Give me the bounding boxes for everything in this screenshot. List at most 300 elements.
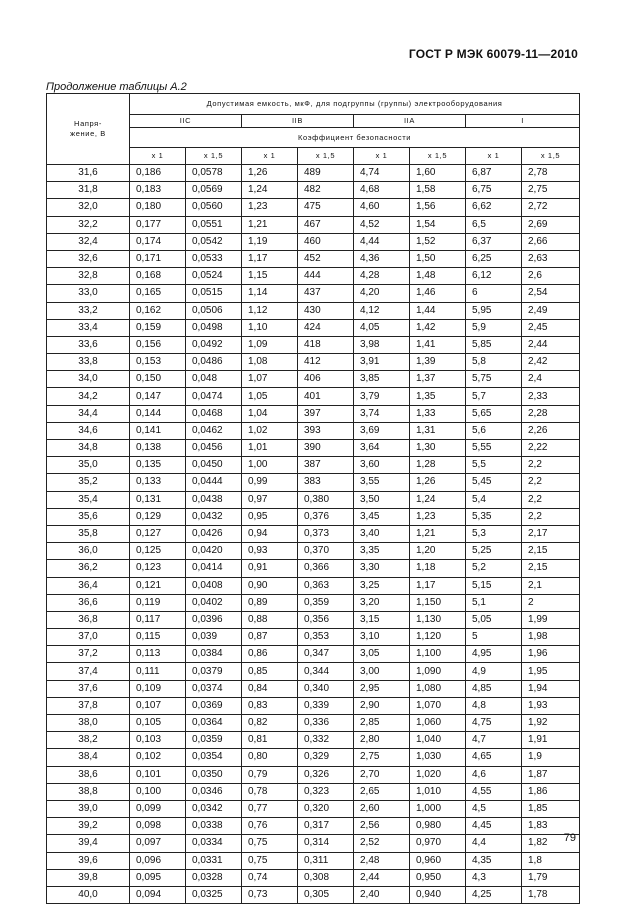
capacity-cell: 1,46 xyxy=(410,285,466,302)
capacity-cell: 4,4 xyxy=(466,835,522,852)
capacity-cell: 1,090 xyxy=(410,663,466,680)
capacity-cell: 0,83 xyxy=(242,697,298,714)
capacity-cell: 2,6 xyxy=(522,268,580,285)
table-row xyxy=(47,697,580,714)
capacity-cell: 0,73 xyxy=(242,886,298,903)
capacity-cell: 1,86 xyxy=(522,783,580,800)
capacity-cell: 0,0524 xyxy=(186,268,242,285)
capacity-cell: 0,0515 xyxy=(186,285,242,302)
capacity-cell: 4,7 xyxy=(466,732,522,749)
table-row xyxy=(47,611,580,628)
capacity-cell: 1,02 xyxy=(242,422,298,439)
capacity-cell: 0,0542 xyxy=(186,233,242,250)
voltage-cell: 38,0 xyxy=(47,715,130,732)
capacity-cell: 0,84 xyxy=(242,680,298,697)
factor-header: х 1,5 xyxy=(186,148,242,165)
capacity-cell: 0,131 xyxy=(130,491,186,508)
voltage-cell: 35,4 xyxy=(47,491,130,508)
table-row xyxy=(47,182,580,199)
capacity-cell: 1,020 xyxy=(410,766,466,783)
capacity-cell: 1,54 xyxy=(410,216,466,233)
capacity-cell: 4,6 xyxy=(466,766,522,783)
capacity-cell: 0,127 xyxy=(130,525,186,542)
capacity-cell: 4,36 xyxy=(354,250,410,267)
capacity-cell: 0,138 xyxy=(130,440,186,457)
capacity-cell: 0,129 xyxy=(130,508,186,525)
capacity-cell: 0,0560 xyxy=(186,199,242,216)
table-row xyxy=(47,715,580,732)
capacity-cell: 1,60 xyxy=(410,165,466,182)
capacity-cell: 401 xyxy=(298,388,354,405)
capacity-cell: 0,141 xyxy=(130,422,186,439)
capacity-cell: 2,85 xyxy=(354,715,410,732)
voltage-cell: 35,2 xyxy=(47,474,130,491)
capacity-cell: 0,133 xyxy=(130,474,186,491)
capacity-cell: 0,308 xyxy=(298,869,354,886)
capacity-cell: 3,60 xyxy=(354,457,410,474)
capacity-cell: 0,144 xyxy=(130,405,186,422)
factor-header: х 1 xyxy=(466,148,522,165)
capacity-cell: 0,183 xyxy=(130,182,186,199)
capacity-cell: 0,0456 xyxy=(186,440,242,457)
capacity-cell: 0,94 xyxy=(242,525,298,542)
capacity-cell: 1,56 xyxy=(410,199,466,216)
capacity-cell: 2 xyxy=(522,594,580,611)
capacity-cell: 5,35 xyxy=(466,508,522,525)
capacity-cell: 5,1 xyxy=(466,594,522,611)
capacity-cell: 1,23 xyxy=(242,199,298,216)
table-row xyxy=(47,440,580,457)
capacity-cell: 2,63 xyxy=(522,250,580,267)
capacity-cell: 1,58 xyxy=(410,182,466,199)
capacity-cell: 6,12 xyxy=(466,268,522,285)
capacity-cell: 1,15 xyxy=(242,268,298,285)
capacity-cell: 1,48 xyxy=(410,268,466,285)
capacity-cell: 1,12 xyxy=(242,302,298,319)
capacity-cell: 0,0569 xyxy=(186,182,242,199)
capacity-cell: 3,10 xyxy=(354,629,410,646)
capacity-cell: 0,0408 xyxy=(186,577,242,594)
capacity-cell: 0,096 xyxy=(130,852,186,869)
capacity-cell: 0,305 xyxy=(298,886,354,903)
capacity-cell: 0,171 xyxy=(130,250,186,267)
capacity-cell: 4,28 xyxy=(354,268,410,285)
capacity-cell: 4,20 xyxy=(354,285,410,302)
capacity-cell: 1,10 xyxy=(242,319,298,336)
capacity-cell: 0,162 xyxy=(130,302,186,319)
table-row xyxy=(47,388,580,405)
capacity-cell: 0,317 xyxy=(298,818,354,835)
capacity-cell: 1,19 xyxy=(242,233,298,250)
capacity-cell: 0,0334 xyxy=(186,835,242,852)
capacity-cell: 437 xyxy=(298,285,354,302)
voltage-cell: 39,0 xyxy=(47,800,130,817)
capacity-cell: 0,119 xyxy=(130,594,186,611)
capacity-cell: 1,01 xyxy=(242,440,298,457)
voltage-cell: 37,0 xyxy=(47,629,130,646)
capacity-cell: 4,60 xyxy=(354,199,410,216)
capacity-cell: 0,75 xyxy=(242,835,298,852)
capacity-cell: 4,35 xyxy=(466,852,522,869)
table-row xyxy=(47,543,580,560)
capacity-cell: 0,91 xyxy=(242,560,298,577)
capacity-cell: 0,347 xyxy=(298,646,354,663)
capacity-cell: 0,323 xyxy=(298,783,354,800)
capacity-cell: 2,78 xyxy=(522,165,580,182)
capacity-cell: 0,180 xyxy=(130,199,186,216)
capacity-cell: 2,65 xyxy=(354,783,410,800)
capacitance-table xyxy=(46,93,580,904)
capacity-cell: 3,64 xyxy=(354,440,410,457)
capacity-cell: 1,52 xyxy=(410,233,466,250)
capacity-cell: 1,9 xyxy=(522,749,580,766)
capacity-cell: 0,344 xyxy=(298,663,354,680)
voltage-cell: 32,2 xyxy=(47,216,130,233)
capacity-cell: 1,96 xyxy=(522,646,580,663)
factor-header: х 1,5 xyxy=(410,148,466,165)
capacity-cell: 0,380 xyxy=(298,491,354,508)
factor-header: х 1 xyxy=(354,148,410,165)
capacity-cell: 489 xyxy=(298,165,354,182)
capacity-cell: 2,70 xyxy=(354,766,410,783)
capacity-cell: 0,0474 xyxy=(186,388,242,405)
capacity-cell: 6,25 xyxy=(466,250,522,267)
capacity-cell: 1,26 xyxy=(242,165,298,182)
capacity-cell: 2,26 xyxy=(522,422,580,439)
capacity-cell: 1,21 xyxy=(242,216,298,233)
capacity-cell: 3,40 xyxy=(354,525,410,542)
capacity-cell: 0,0462 xyxy=(186,422,242,439)
capacity-cell: 2,15 xyxy=(522,543,580,560)
voltage-cell: 39,8 xyxy=(47,869,130,886)
table-row xyxy=(47,835,580,852)
capacity-cell: 3,85 xyxy=(354,371,410,388)
capacity-cell: 4,5 xyxy=(466,800,522,817)
table-row xyxy=(47,852,580,869)
capacity-cell: 3,15 xyxy=(354,611,410,628)
capacity-cell: 1,07 xyxy=(242,371,298,388)
capacity-cell: 1,44 xyxy=(410,302,466,319)
capacity-cell: 3,05 xyxy=(354,646,410,663)
document-header: ГОСТ Р МЭК 60079-11—2010 xyxy=(408,47,578,61)
capacity-cell: 1,35 xyxy=(410,388,466,405)
capacity-cell: 0,99 xyxy=(242,474,298,491)
capacity-cell: 1,18 xyxy=(410,560,466,577)
table-row xyxy=(47,508,580,525)
group-header-iib: IIB xyxy=(242,115,354,128)
capacity-cell: 3,74 xyxy=(354,405,410,422)
table-row xyxy=(47,268,580,285)
capacity-cell: 0,373 xyxy=(298,525,354,542)
capacity-cell: 0,0364 xyxy=(186,715,242,732)
table-row xyxy=(47,629,580,646)
capacity-cell: 4,12 xyxy=(354,302,410,319)
voltage-cell: 33,8 xyxy=(47,354,130,371)
voltage-cell: 32,6 xyxy=(47,250,130,267)
capacity-cell: 2,45 xyxy=(522,319,580,336)
capacity-cell: 3,69 xyxy=(354,422,410,439)
capacity-cell: 0,89 xyxy=(242,594,298,611)
voltage-cell: 32,8 xyxy=(47,268,130,285)
capacity-cell: 2,56 xyxy=(354,818,410,835)
voltage-cell: 35,8 xyxy=(47,525,130,542)
capacity-cell: 0,980 xyxy=(410,818,466,835)
capacity-cell: 0,048 xyxy=(186,371,242,388)
capacity-cell: 0,039 xyxy=(186,629,242,646)
factor-header: х 1 xyxy=(130,148,186,165)
capacity-cell: 0,098 xyxy=(130,818,186,835)
capacity-cell: 0,150 xyxy=(130,371,186,388)
voltage-cell: 37,8 xyxy=(47,697,130,714)
capacity-cell: 0,81 xyxy=(242,732,298,749)
capacity-cell: 0,376 xyxy=(298,508,354,525)
capacity-cell: 0,0342 xyxy=(186,800,242,817)
voltage-cell: 40,0 xyxy=(47,886,130,903)
capacity-cell: 1,94 xyxy=(522,680,580,697)
voltage-cell: 36,6 xyxy=(47,594,130,611)
table-row xyxy=(47,491,580,508)
capacity-cell: 0,0486 xyxy=(186,354,242,371)
capacity-cell: 0,186 xyxy=(130,165,186,182)
capacity-cell: 1,100 xyxy=(410,646,466,663)
voltage-cell: 32,4 xyxy=(47,233,130,250)
capacity-cell: 0,0354 xyxy=(186,749,242,766)
capacity-cell: 0,100 xyxy=(130,783,186,800)
capacity-cell: 0,153 xyxy=(130,354,186,371)
capacity-cell: 1,42 xyxy=(410,319,466,336)
voltage-cell: 39,4 xyxy=(47,835,130,852)
capacity-cell: 1,41 xyxy=(410,336,466,353)
capacity-cell: 0,0384 xyxy=(186,646,242,663)
capacity-cell: 5,4 xyxy=(466,491,522,508)
capacity-cell: 0,0331 xyxy=(186,852,242,869)
table-row xyxy=(47,457,580,474)
capacity-cell: 0,363 xyxy=(298,577,354,594)
voltage-header-text: Напря- жение, В xyxy=(70,118,106,138)
capacity-cell: 0,097 xyxy=(130,835,186,852)
capacity-cell: 0,0359 xyxy=(186,732,242,749)
capacity-cell: 2,2 xyxy=(522,474,580,491)
capacity-cell: 3,45 xyxy=(354,508,410,525)
capacity-cell: 0,87 xyxy=(242,629,298,646)
capacity-cell: 0,75 xyxy=(242,852,298,869)
capacity-cell: 0,960 xyxy=(410,852,466,869)
table-row xyxy=(47,250,580,267)
capacity-cell: 1,93 xyxy=(522,697,580,714)
capacity-cell: 0,0492 xyxy=(186,336,242,353)
capacity-cell: 0,156 xyxy=(130,336,186,353)
table-row xyxy=(47,732,580,749)
capacity-cell: 0,336 xyxy=(298,715,354,732)
capacity-cell: 4,25 xyxy=(466,886,522,903)
table-row xyxy=(47,560,580,577)
capacity-cell: 4,85 xyxy=(466,680,522,697)
capacity-cell: 2,28 xyxy=(522,405,580,422)
capacity-cell: 0,102 xyxy=(130,749,186,766)
capacity-cell: 5,7 xyxy=(466,388,522,405)
capacity-cell: 0,0444 xyxy=(186,474,242,491)
capacity-cell: 0,332 xyxy=(298,732,354,749)
capacity-cell: 4,65 xyxy=(466,749,522,766)
table-row xyxy=(47,766,580,783)
capacity-cell: 1,080 xyxy=(410,680,466,697)
capacity-cell: 0,93 xyxy=(242,543,298,560)
capacity-cell: 0,0402 xyxy=(186,594,242,611)
table-row xyxy=(47,165,580,182)
capacity-cell: 0,366 xyxy=(298,560,354,577)
capacity-cell: 1,98 xyxy=(522,629,580,646)
capacity-cell: 5,2 xyxy=(466,560,522,577)
capacity-cell: 0,0350 xyxy=(186,766,242,783)
voltage-cell: 38,6 xyxy=(47,766,130,783)
capacity-cell: 0,135 xyxy=(130,457,186,474)
capacity-cell: 0,0338 xyxy=(186,818,242,835)
capacity-cell: 2,15 xyxy=(522,560,580,577)
capacity-cell: 1,130 xyxy=(410,611,466,628)
table-row xyxy=(47,199,580,216)
capacity-cell: 1,17 xyxy=(410,577,466,594)
capacity-cell: 4,44 xyxy=(354,233,410,250)
table-row xyxy=(47,577,580,594)
voltage-cell: 37,2 xyxy=(47,646,130,663)
voltage-cell: 34,0 xyxy=(47,371,130,388)
voltage-cell: 38,8 xyxy=(47,783,130,800)
capacity-cell: 1,30 xyxy=(410,440,466,457)
table-row xyxy=(47,818,580,835)
capacity-cell: 2,80 xyxy=(354,732,410,749)
capacity-cell: 424 xyxy=(298,319,354,336)
capacity-cell: 2,42 xyxy=(522,354,580,371)
table-row xyxy=(47,216,580,233)
capacity-cell: 0,86 xyxy=(242,646,298,663)
capacity-cell: 1,24 xyxy=(410,491,466,508)
table-row xyxy=(47,474,580,491)
capacity-cell: 0,85 xyxy=(242,663,298,680)
capacity-cell: 0,113 xyxy=(130,646,186,663)
capacity-cell: 2,66 xyxy=(522,233,580,250)
table-row xyxy=(47,646,580,663)
capacity-cell: 0,109 xyxy=(130,680,186,697)
capacity-cell: 0,177 xyxy=(130,216,186,233)
capacity-cell: 0,174 xyxy=(130,233,186,250)
capacity-cell: 2,33 xyxy=(522,388,580,405)
capacity-cell: 0,147 xyxy=(130,388,186,405)
capacity-cell: 2,75 xyxy=(522,182,580,199)
capacity-cell: 2,2 xyxy=(522,508,580,525)
capacity-cell: 4,52 xyxy=(354,216,410,233)
capacity-cell: 2,40 xyxy=(354,886,410,903)
table-continuation-label: Продолжение таблицы А.2 xyxy=(46,81,187,93)
table-row xyxy=(47,233,580,250)
capacity-cell: 0,326 xyxy=(298,766,354,783)
voltage-cell: 33,2 xyxy=(47,302,130,319)
capacity-cell: 1,14 xyxy=(242,285,298,302)
capacity-cell: 3,91 xyxy=(354,354,410,371)
capacity-cell: 0,353 xyxy=(298,629,354,646)
capacity-cell: 475 xyxy=(298,199,354,216)
capacity-cell: 4,9 xyxy=(466,663,522,680)
capacity-cell: 5,75 xyxy=(466,371,522,388)
capacity-cell: 0,311 xyxy=(298,852,354,869)
capacity-cell: 1,85 xyxy=(522,800,580,817)
capacity-cell: 4,74 xyxy=(354,165,410,182)
capacity-cell: 1,50 xyxy=(410,250,466,267)
capacity-cell: 2,4 xyxy=(522,371,580,388)
capacity-cell: 4,45 xyxy=(466,818,522,835)
capacity-cell: 0,329 xyxy=(298,749,354,766)
capacity-cell: 2,2 xyxy=(522,457,580,474)
capacity-cell: 5 xyxy=(466,629,522,646)
voltage-cell: 32,0 xyxy=(47,199,130,216)
capacity-cell: 0,125 xyxy=(130,543,186,560)
voltage-cell: 33,6 xyxy=(47,336,130,353)
capacity-cell: 2,60 xyxy=(354,800,410,817)
capacity-cell: 5,8 xyxy=(466,354,522,371)
capacity-cell: 6,37 xyxy=(466,233,522,250)
capacity-cell: 390 xyxy=(298,440,354,457)
capacity-cell: 0,0369 xyxy=(186,697,242,714)
capacity-cell: 2,72 xyxy=(522,199,580,216)
group-header-iic: IIC xyxy=(130,115,242,128)
capacity-cell: 3,35 xyxy=(354,543,410,560)
table-row xyxy=(47,800,580,817)
capacity-cell: 6,5 xyxy=(466,216,522,233)
capacity-cell: 1,8 xyxy=(522,852,580,869)
capacity-cell: 0,0432 xyxy=(186,508,242,525)
capacity-cell: 482 xyxy=(298,182,354,199)
voltage-cell: 34,2 xyxy=(47,388,130,405)
capacity-cell: 412 xyxy=(298,354,354,371)
capacity-cell: 0,0396 xyxy=(186,611,242,628)
capacity-cell: 1,82 xyxy=(522,835,580,852)
voltage-cell: 36,8 xyxy=(47,611,130,628)
capacity-cell: 3,30 xyxy=(354,560,410,577)
capacity-cell: 0,105 xyxy=(130,715,186,732)
capacity-cell: 0,90 xyxy=(242,577,298,594)
voltage-cell: 34,8 xyxy=(47,440,130,457)
capacity-cell: 0,0379 xyxy=(186,663,242,680)
capacity-cell: 0,320 xyxy=(298,800,354,817)
capacity-cell: 383 xyxy=(298,474,354,491)
capacity-cell: 418 xyxy=(298,336,354,353)
capacity-cell: 1,04 xyxy=(242,405,298,422)
capacity-cell: 2,44 xyxy=(354,869,410,886)
capacity-cell: 444 xyxy=(298,268,354,285)
capacity-cell: 0,159 xyxy=(130,319,186,336)
capacity-cell: 3,20 xyxy=(354,594,410,611)
voltage-cell: 36,4 xyxy=(47,577,130,594)
page-number: 79 xyxy=(563,832,576,844)
capacity-cell: 0,370 xyxy=(298,543,354,560)
group-header-iia: IIA xyxy=(354,115,466,128)
capacity-cell: 0,0426 xyxy=(186,525,242,542)
voltage-cell: 39,6 xyxy=(47,852,130,869)
capacity-cell: 0,0325 xyxy=(186,886,242,903)
table-body xyxy=(47,165,580,904)
factor-header: х 1,5 xyxy=(522,148,580,165)
capacity-cell: 1,78 xyxy=(522,886,580,903)
table-row xyxy=(47,783,580,800)
capacity-cell: 0,117 xyxy=(130,611,186,628)
capacity-cell: 1,17 xyxy=(242,250,298,267)
capacity-cell: 5,95 xyxy=(466,302,522,319)
voltage-cell: 37,6 xyxy=(47,680,130,697)
capacity-cell: 1,070 xyxy=(410,697,466,714)
table-row xyxy=(47,680,580,697)
capacity-cell: 467 xyxy=(298,216,354,233)
capacity-cell: 4,3 xyxy=(466,869,522,886)
capacity-cell: 6,62 xyxy=(466,199,522,216)
